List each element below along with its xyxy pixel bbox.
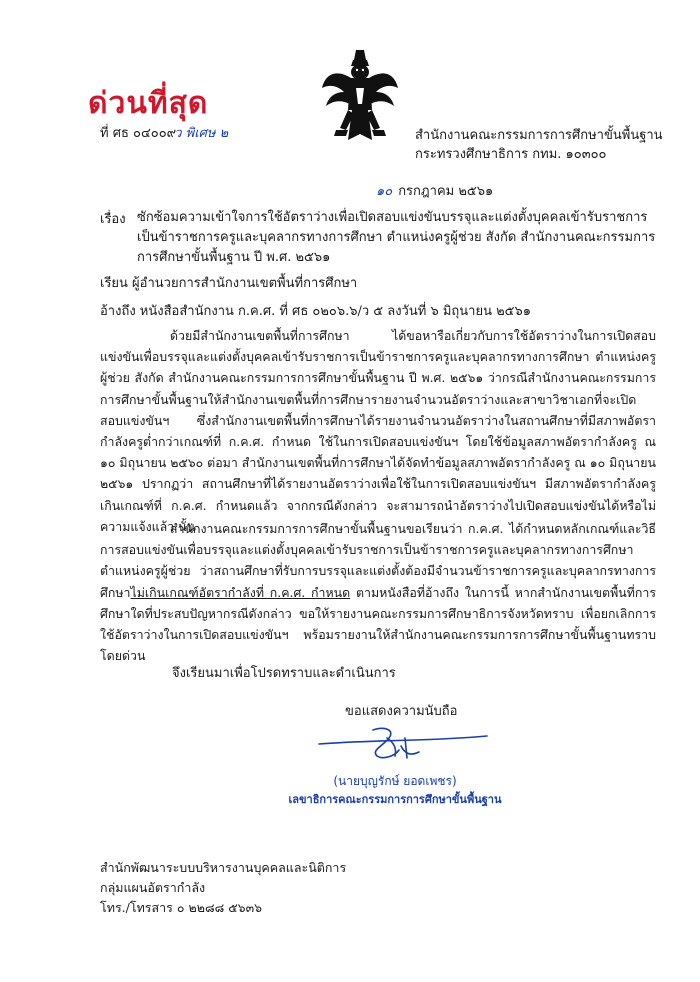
closing-line: จึงเรียนมาเพื่อโปรดทราบและดำเนินการ <box>172 666 396 681</box>
sender-office: สำนักงานคณะกรรมการการศึกษาขั้นพื้นฐาน <box>415 128 663 143</box>
sender-ministry: กระทรวงศึกษาธิการ กทม. ๑๐๓๐๐ <box>415 147 607 162</box>
urgency-stamp: ด่วนที่สุด <box>88 86 209 121</box>
paragraph-2-text-start: สำนักงานคณะกรรมการการศึกษาขั้นพื้นฐานขอเรียนว่า ก.ค.ศ. ได้กำหนดหลักเกณฑ์และวิธีการสอบแข่งขันเพื่อบรรจุและแต่งตั้งบุคคลเข้ารับราชการเป็นข้าราชการครูและบุคลากรทางการศึกษา ตำแหน่งครูผู้ช่วย ว่าสถานศึกษาที่รับการบรรจุและแต่งตั้งต้องมีจำนวนข้าราชการครูและบุคลากรทางการศึกษา <box>100 521 656 600</box>
document-date <box>376 180 493 201</box>
date-month-year: กรกฎาคม ๒๕๖๑ <box>398 184 494 199</box>
body-paragraph-2 <box>100 518 656 666</box>
sender-address <box>415 126 663 164</box>
body-paragraph-1: ด้วยมีสำนักงานเขตพื้นที่การศึกษา ได้ขอหารือเกี่ยวกับการใช้อัตราว่างในการเปิดสอบแข่งขันเพื่อบรรจุและแต่งตั้งบุคคลเข้ารับราชการเป็นข้าราชการครูและบุคลากรทางการศึกษา ตำแหน่งครูผู้ช่วย สังกัด สำนักงานคณะกรรมการการศึกษาขั้นพื้นฐาน ปี พ.ศ. ๒๕๖๑ ว่ากรณีสำนักงานคณะกรรมการการศึกษาขั้นพื้นฐานให้สำนักงานเขตพื้นที่การศึกษารายงานจำนวนอัตราว่างและสาขาวิชาเอกที่จะเปิดสอบแข่งขันฯ ซึ่งสำนักงานเขตพื้นที่การศึกษาได้รายงานจำนวนอัตราว่างในสถานศึกษาที่มีสภาพอัตรากำลังครูต่ำกว่าเกณฑ์ที่ ก.ค.ศ. กำหนด ใช้ในการเปิดสอบแข่งขันฯ โดยใช้ข้อมูลสภาพอัตรากำลังครู ณ ๑๐ มิถุนายน ๒๕๖๐ ต่อมา สำนักงานเขตพื้นที่การศึกษาได้จัดทำข้อมูลสภาพอัตรากำลังครู ณ ๑๐ มิถุนายน ๒๕๖๑ ปรากฏว่า สถานศึกษาที่ได้รายงานอัตราว่างเพื่อใช้ในการเปิดสอบแข่งขันฯ มีสภาพอัตรากำลังครูเกินเกณฑ์ที่ ก.ค.ศ. กำหนดแล้ว จากกรณีดังกล่าว จะสามารถนำอัตราว่างไปเปิดสอบแข่งขันได้หรือไม่ ความแจ้งแล้ว นั้น <box>100 328 656 534</box>
subject-label: เรื่อง <box>100 212 126 227</box>
footer-bureau: สำนักพัฒนาระบบบริหารงานบุคคลและนิติการ <box>100 860 347 875</box>
date-day: ๑๐ <box>376 184 393 199</box>
footer-group: กลุ่มแผนอัตรากำลัง <box>100 880 206 895</box>
footer-phone: โทร./โทรสาร ๐ ๒๒๘๘ ๕๖๓๖ <box>100 900 263 915</box>
handwritten-signature <box>315 724 490 764</box>
regards: ขอแสดงความนับถือ <box>345 704 458 719</box>
subject-text: ซักซ้อมความเข้าใจการใช้อัตราว่างเพื่อเปิดสอบแข่งขันบรรจุและแต่งตั้งบุคคลเข้ารับราชการเป็นข้าราชการครูและบุคลากรทางการศึกษา ตำแหน่งครูผู้ช่วย สังกัด สำนักงานคณะกรรมการการศึกษาขั้นพื้นฐาน ปี พ.ศ. ๒๕๖๑ <box>137 210 656 265</box>
document-number-handwritten: ว พิเศษ ๒ <box>174 126 229 141</box>
reference: อ้างถึง หนังสือสำนักงาน ก.ค.ศ. ที่ ศธ ๐๒๐๖.๖/ว ๕ ลงวันที่ ๖ มิถุนายน ๒๕๖๑ <box>100 304 531 319</box>
salutation: เรียน ผู้อำนวยการสำนักงานเขตพื้นที่การศึกษา <box>100 276 358 291</box>
document-number-prefix: ที่ ศธ ๐๔๐๐๙ <box>100 126 177 141</box>
signer-name: (นายบุญรักษ์ ยอดเพชร) <box>333 774 457 788</box>
paragraph-2-text-end: ตามหนังสือที่อ้างถึง ในการนี้ หากสำนักงานเขตพื้นที่การศึกษาใดที่ประสบปัญหากรณีดังกล่าว ขอให้รายงานคณะกรรมการศึกษาธิการจังหวัดทราบ เพื่อยกเลิกการใช้อัตราว่างในการเปิดสอบแข่งขันฯ พร้อมรายงานให้สำนักงานคณะกรรมการการศึกษาขั้นพื้นฐานทราบโดยด่วน <box>100 584 656 664</box>
signer-title: เลขาธิการคณะกรรมการการศึกษาขั้นพื้นฐาน <box>288 793 502 806</box>
paragraph-2-underlined-criteria: ไม่เกินเกณฑ์อัตรากำลังที่ ก.ค.ศ. กำหนด <box>130 584 351 600</box>
contact-footer <box>100 858 346 918</box>
document-number <box>100 122 228 143</box>
garuda-emblem-icon <box>320 48 400 144</box>
